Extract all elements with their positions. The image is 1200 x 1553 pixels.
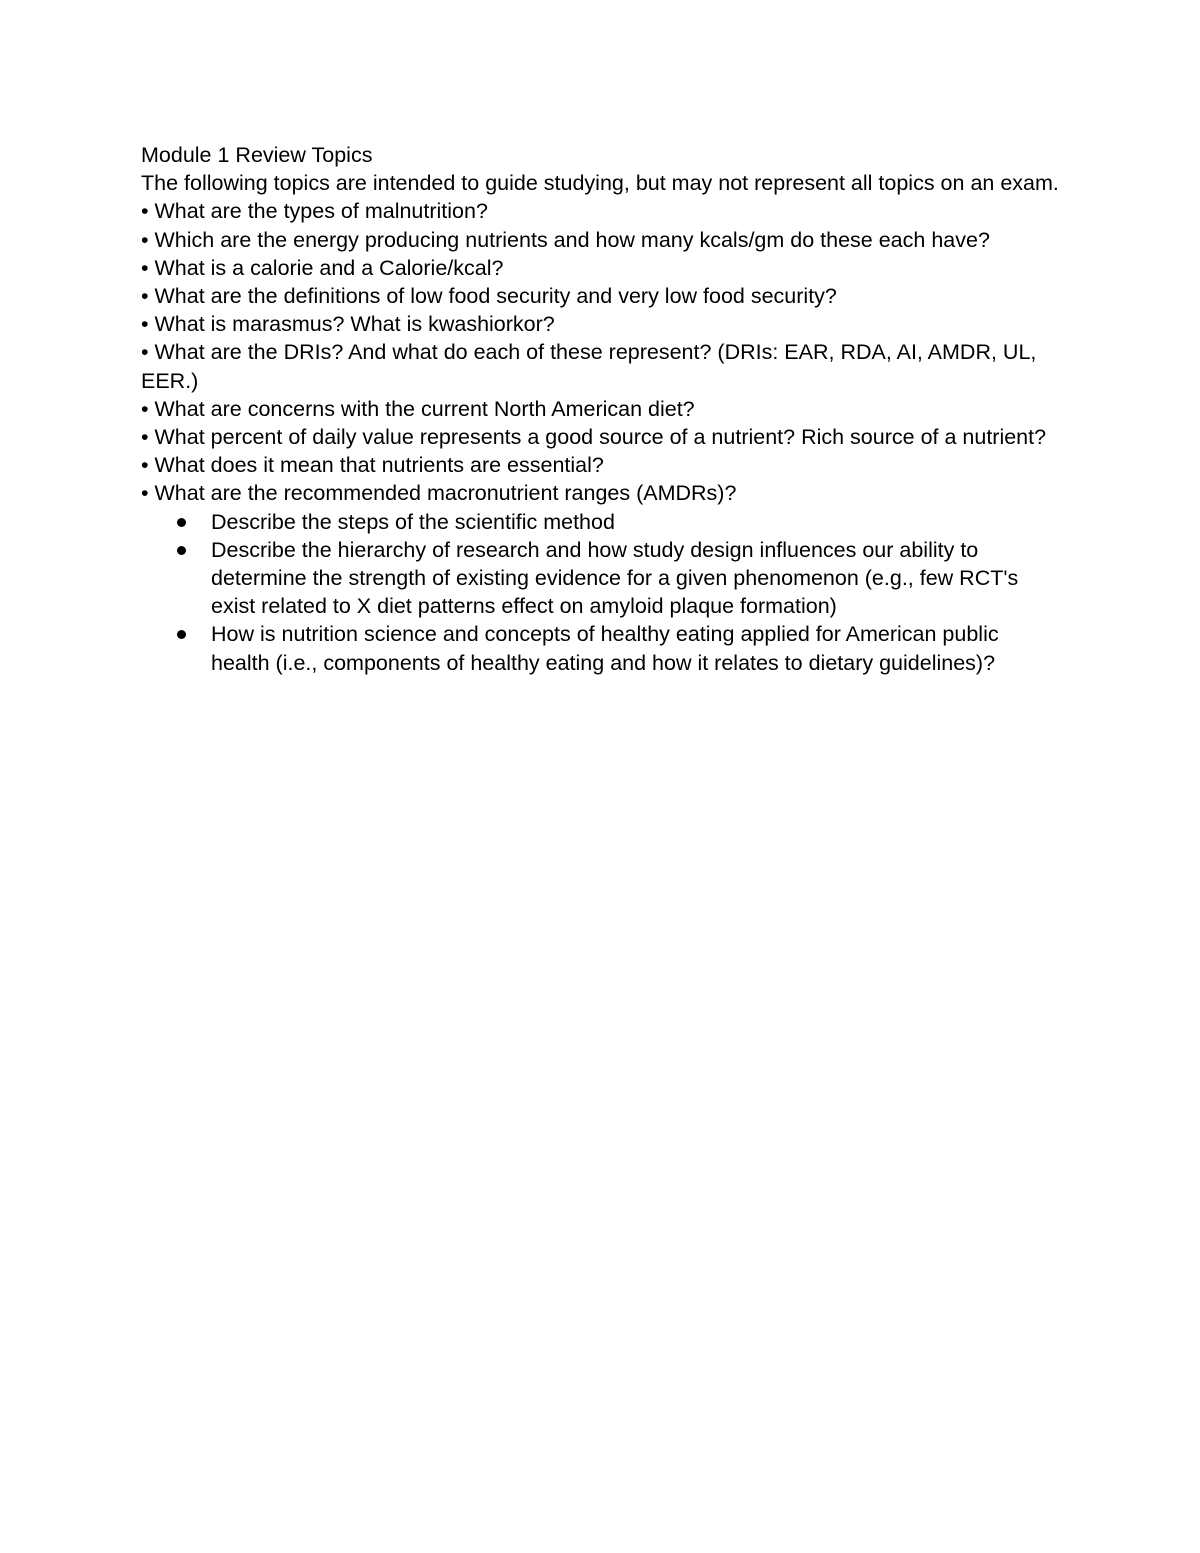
subtopic-item [141,508,1061,536]
question-item: • What percent of daily value represents a good source of a nutrient? Rich source of a nutrient? [141,425,1047,450]
intro-text: The following topics are intended to guide studying, but may not represent all topics on an exam. [141,171,1059,196]
question-item: • What are concerns with the current North American diet? [141,396,695,421]
subtopic-text: Describe the hierarchy of research and how study design influences our ability to determine the strength of existing evidence for a given phenomenon (e.g., few RCT's exist related to X diet patterns effect on amyloid plaque formation) [211,537,1019,619]
subtopic-list [141,508,1061,677]
question-item: • What are the types of malnutrition? [141,199,488,224]
question-item: • What are the recommended macronutrient ranges (AMDRs)? [141,481,737,506]
document-title: Module 1 Review Topics [141,143,373,167]
question-item: • What are the DRIs? And what do each of these represent? (DRIs: EAR, RDA, AI, AMDR, UL, EER.) [141,340,1037,393]
subtopic-text: How is nutrition science and concepts of healthy eating applied for American public health (i.e., components of healthy eating and how it relates to dietary guidelines)? [211,622,999,675]
question-item: • Which are the energy producing nutrients and how many kcals/gm do these each have? [141,227,990,252]
subtopic-text: Describe the steps of the scientific method [211,509,615,534]
document-page [141,141,1061,677]
bullet-icon [177,630,186,639]
bullet-icon [177,546,186,555]
question-item: • What does it mean that nutrients are essential? [141,453,604,478]
question-item: • What are the definitions of low food security and very low food security? [141,284,837,309]
subtopic-item [141,536,1061,621]
question-item: • What is marasmus? What is kwashiorkor? [141,312,555,337]
subtopic-item [141,620,1061,676]
question-item: • What is a calorie and a Calorie/kcal? [141,255,504,280]
bullet-icon [177,518,186,527]
